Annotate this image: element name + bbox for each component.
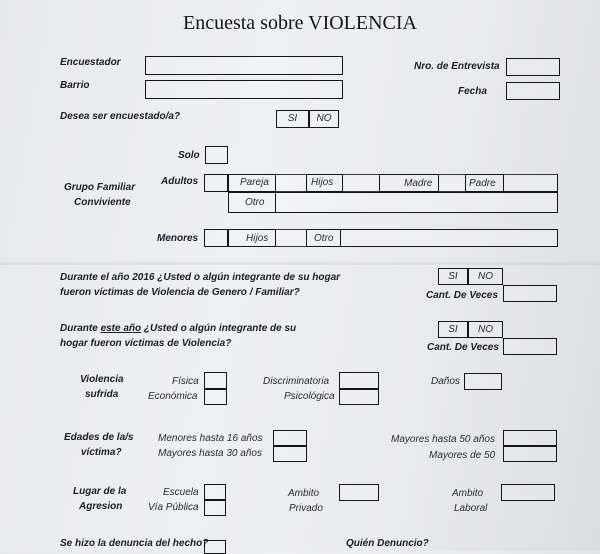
fisica-label: Física [172, 376, 199, 387]
q-este-line1: Durante este año ¿Usted o algún integrante de su [60, 323, 297, 334]
q-este-no-label: NO [478, 324, 493, 335]
desea-si-label: SI [287, 113, 298, 124]
privado-label: Privado [289, 503, 323, 514]
adultos-box[interactable] [204, 174, 228, 192]
menores-otro-label: Otro [314, 233, 334, 244]
q-este-cant-veces-field[interactable] [503, 338, 557, 355]
q2016-no-label: NO [478, 271, 493, 282]
madre-check[interactable] [438, 174, 466, 192]
grupo-familiar-label: Grupo Familiar [64, 182, 136, 193]
denuncia-label: Se hizo la denuncia del hecho? [60, 538, 209, 549]
escuela-label: Escuela [163, 487, 199, 498]
q2016-cant-veces-label: Cant. De Veces [426, 290, 498, 301]
q-este-si-label: SI [448, 324, 458, 335]
fecha-label: Fecha [458, 86, 487, 97]
menores16-label: Menores hasta 16 años [158, 433, 263, 444]
mayores30-box[interactable] [273, 446, 307, 462]
conviviente-label: Conviviente [74, 197, 131, 208]
adultos-label: Adultos [161, 176, 199, 187]
q-este-cant-veces-label: Cant. De Veces [427, 342, 499, 353]
escuela-box[interactable] [204, 484, 226, 500]
hijos-label: Hijos [311, 177, 334, 188]
menores-box[interactable] [204, 229, 228, 247]
pareja-check[interactable] [275, 174, 307, 192]
economica-box[interactable] [204, 389, 227, 405]
psicologica-label: Psicológica [284, 391, 335, 402]
danos-box[interactable] [464, 373, 502, 390]
ambito-laboral-box[interactable] [501, 484, 555, 501]
via-publica-box[interactable] [204, 500, 226, 516]
discriminatoria-label: Discriminatoria [263, 376, 330, 387]
barrio-field[interactable] [145, 80, 343, 99]
desea-no-label: NO [316, 113, 332, 124]
danos-label: Daños [431, 376, 460, 387]
q2016-line1: Durante el año 2016 ¿Usted o algún integrante de su hogar [60, 272, 341, 283]
fecha-field[interactable] [506, 82, 560, 100]
violencia-label: Violencia [80, 374, 124, 385]
menores-hijos-label: Hijos [246, 233, 269, 244]
q2016-line2: fueron víctimas de Violencia de Genero / Familiar? [60, 287, 300, 298]
barrio-label: Barrio [60, 80, 90, 91]
padre-label: Padre [469, 178, 496, 189]
victima-label: víctima? [81, 447, 122, 458]
ambito-privado-label: Ambito [288, 488, 320, 499]
solo-box[interactable] [205, 146, 228, 164]
via-publica-label: Vía Pública [148, 502, 199, 513]
desea-label: Desea ser encuestado/a? [60, 111, 181, 122]
hijos-check[interactable] [342, 174, 380, 192]
padre-check[interactable] [503, 174, 558, 192]
menores-label: Menores [157, 233, 199, 244]
discriminatoria-box[interactable] [339, 372, 379, 389]
menores-hijos-check[interactable] [275, 229, 307, 247]
solo-label: Solo [178, 150, 200, 161]
quien-denuncio-label: Quién Denuncio? [346, 538, 429, 549]
sufrida-label: sufrida [85, 389, 119, 400]
menores-otro-field[interactable] [340, 229, 558, 247]
mayores50-label: Mayores hasta 50 años [391, 434, 495, 445]
laboral-label: Laboral [454, 503, 488, 514]
economica-label: Económica [148, 391, 198, 402]
q2016-cant-veces-field[interactable] [503, 285, 557, 302]
ambito-laboral-label: Ambito [452, 488, 484, 499]
paper-fold [0, 262, 600, 265]
lugar-label: Lugar de la [73, 486, 127, 497]
menores16-box[interactable] [273, 430, 307, 446]
psicologica-box[interactable] [339, 389, 379, 405]
q-este-line2: hogar fueron víctimas de Violencia? [60, 338, 232, 349]
encuestador-label: Encuestador [60, 57, 121, 68]
fisica-box[interactable] [204, 372, 227, 389]
madre-label: Madre [404, 178, 433, 189]
denuncia-box[interactable] [204, 540, 226, 554]
ambito-privado-box[interactable] [339, 484, 379, 501]
pareja-label: Pareja [240, 177, 269, 188]
nro-entrevista-label: Nro. de Entrevista [414, 61, 500, 72]
mayores30-label: Mayores hasta 30 años [158, 448, 262, 459]
adultos-otro-field[interactable] [275, 192, 558, 213]
adultos-otro-label: Otro [245, 197, 265, 208]
edades-label: Edades de la/s [64, 432, 134, 443]
q2016-si-label: SI [448, 271, 458, 282]
page-title: Encuesta sobre VIOLENCIA [182, 12, 417, 34]
mayores50b-box[interactable] [503, 446, 557, 462]
mayores50b-label: Mayores de 50 [429, 450, 496, 461]
agresion-label: Agresion [79, 501, 123, 512]
encuestador-field[interactable] [145, 56, 343, 75]
mayores50-box[interactable] [503, 430, 557, 446]
nro-entrevista-field[interactable] [506, 58, 560, 76]
